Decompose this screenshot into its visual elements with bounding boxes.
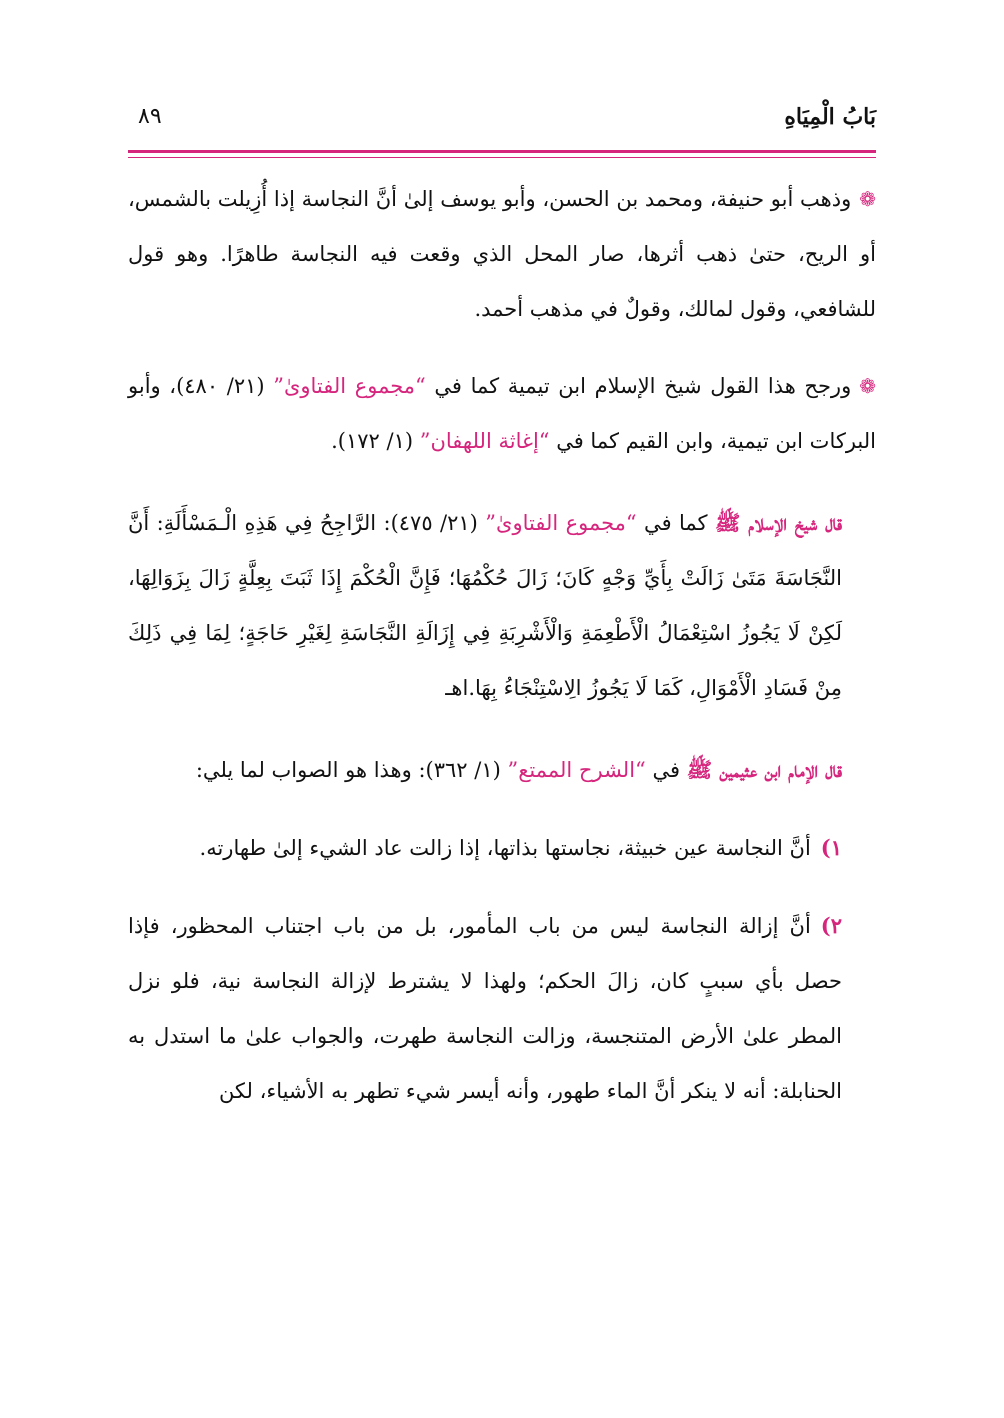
page-body <box>128 172 876 1119</box>
item-number: ١) <box>820 835 842 860</box>
paragraph-text: (٢١/ ٤٨٠)، وأبو البركات ابن تيمية، وابن القيم كما في <box>128 374 876 453</box>
list-item <box>128 898 876 1119</box>
chapter-title: بَابُ الْمِيَاهِ <box>784 104 876 130</box>
quote-ibn-uthaymeen <box>128 742 876 798</box>
paragraph-abu-hanifa <box>128 172 876 337</box>
paragraph-text: كما في <box>636 511 715 535</box>
item-text: أنَّ النجاسة عين خبيثة، نجاستها بذاتها، إذا زالت عاد الشيء إلىٰ طهارته. <box>199 836 811 860</box>
book-reference: “إغاثة اللهفان” <box>419 429 550 453</box>
paragraph-text: (١/ ٣٦٢): وهذا هو الصواب لما يلي: <box>195 758 508 782</box>
quote-text: (٢١/ ٤٧٥): الرَّاجِحُ فِي هَذِهِ الْـمَسْأَلَةِ: أَنَّ النَّجَاسَةَ مَتَىٰ زَالَتْ بِأَيِّ وَجْهٍ كَانَ؛ زَالَ حُكْمُهَا؛ فَإِنَّ الْحُكْمَ إِذَا ثَبَتَ بِعِلَّةٍ زَالَ بِزَوَالِهَا، لَكِنْ لَا يَجُوزُ اسْتِعْمَالُ الْأَطْعِمَةِ وَالْأَشْرِبَةِ فِي إِزَالَةِ النَّجَاسَةِ لِغَيْرِ حَاجَةٍ؛ لِمَا فِي ذَلِكَ مِنْ فَسَادِ الْأَمْوَالِ، كَمَا لَا يَجُوزُ الِاسْتِنْجَاءُ بِهَا.اهـ <box>128 511 842 700</box>
paragraph-text: (١/ ١٧٢). <box>331 429 420 453</box>
paragraph-text: ورجح هذا القول شيخ الإسلام ابن تيمية كما في <box>425 374 852 398</box>
header-rule-thin <box>128 157 876 158</box>
flower-icon: ❁ <box>859 187 876 211</box>
list-item <box>128 820 876 876</box>
book-reference: “الشرح الممتع” <box>507 758 646 782</box>
speaker-name: قال الإمام ابن عثيمين ﷺ <box>686 757 842 782</box>
paragraph-text: وذهب أبو حنيفة، ومحمد بن الحسن، وأبو يوسف إلىٰ أنَّ النجاسة إذا أُزِيلت بالشمس، أو الريح، حتىٰ ذهب أثرها، صار المحل الذي وقعت فيه النجاسة طاهرًا. وهو قول للشافعي، وقول لمالك، وقولٌ في مذهب أحمد. <box>128 187 876 321</box>
quote-ibn-taymiyyah <box>128 495 876 716</box>
paragraph-text: في <box>645 758 687 782</box>
book-reference: “مجموع الفتاوىٰ” <box>273 374 426 398</box>
header-rule-thick <box>128 150 876 153</box>
book-reference: “مجموع الفتاوىٰ” <box>485 511 637 535</box>
speaker-name: قال شيخ الإسلام ﷺ <box>714 510 843 535</box>
item-number: ٢) <box>820 913 842 938</box>
flower-icon: ❁ <box>859 374 876 398</box>
page-number: ٨٩ <box>138 104 162 129</box>
paragraph-preference <box>128 359 876 469</box>
page-header <box>130 104 876 144</box>
item-text: أنَّ إزالة النجاسة ليس من باب المأمور، بل من باب اجتناب المحظور، فإذا حصل بأي سببٍ كان، زالَ الحكم؛ ولهذا لا يشترط لإزالة النجاسة نية، فلو نزل المطر علىٰ الأرض المتنجسة، وزالت النجاسة طهرت، والجواب علىٰ ما استدل به الحنابلة: أنه لا ينكر أنَّ الماء طهور، وأنه أيسر شيء تطهر به الأشياء، لكن <box>128 914 842 1103</box>
